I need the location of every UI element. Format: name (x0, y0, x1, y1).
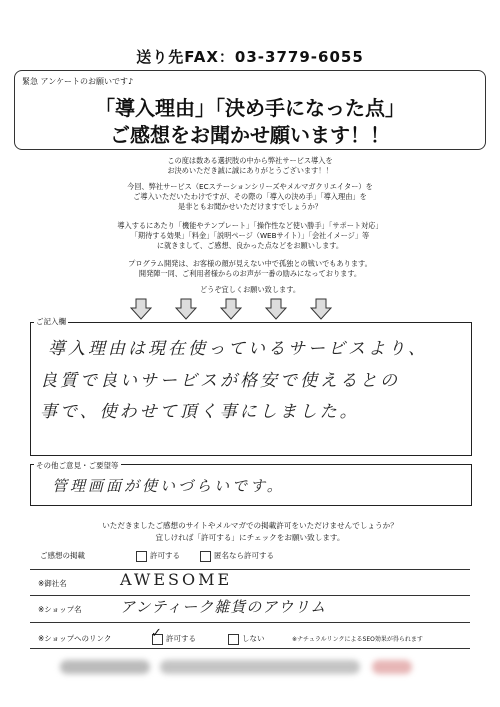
down-arrow-icon (130, 298, 152, 320)
intro-closing: どうぞ宜しくお願い致します。 (199, 285, 301, 294)
link-label: ※ショップへのリンク (38, 634, 112, 643)
urgent-label: 緊急 アンケートのお願いです♪ (22, 77, 134, 86)
handwritten-line-1: 導入理由は現在使っているサービスより、 (48, 339, 428, 359)
link-deny-checkbox[interactable] (228, 634, 239, 645)
down-arrow-icon (220, 298, 242, 320)
intro-paragraph-3: 導入するにあたり「機能やテンプレート」「操作性など使い勝手」「サポート対応」 「期待する効果」「料金」「説明ページ（WEBサイト）」「会社イメージ」等 に就きまして、ご感想、良かった点などをお願いします。 (117, 221, 383, 250)
intro-paragraph-2: 今回、弊社サービス（ECステーションシリーズやメルマガクリエイター）を ご導入いただいたわけですが、その際の「導入の決め手」「導入理由」を 是非ともお聞かせいただけますでしょうか？ (127, 182, 373, 211)
redacted-block (60, 660, 150, 674)
down-arrow-icon (265, 298, 287, 320)
title-line-2: ご感想をお聞かせ願います！！ (110, 123, 390, 147)
anon-checkbox[interactable] (200, 551, 211, 562)
link-deny-option[interactable]: しない (228, 633, 265, 645)
fax-number: 送り先FAX：03-3779-6055 (136, 48, 364, 66)
link-allow-option[interactable]: 許可する (152, 633, 196, 645)
posting-label: ご感想の掲載 (40, 551, 85, 560)
seo-note: ※ナチュラルリンクによるSEO効果が得られます (292, 636, 423, 643)
down-arrow-icon (310, 298, 332, 320)
title-line-1: 「導入理由」「決め手になった点」 (95, 96, 405, 120)
intro-paragraph-1: この度は数ある選択肢の中から弊社サービス導入を お決めいただき誠に誠にありがとうございます！！ (167, 156, 333, 175)
down-arrow-icon (175, 298, 197, 320)
divider (30, 648, 470, 649)
handwritten-other: 管理画面が使いづらいです。 (52, 477, 285, 495)
check-icon: ✓ (151, 626, 162, 641)
redacted-stamp (372, 660, 412, 674)
divider (30, 569, 470, 570)
shop-value[interactable]: アンティーク雑貨のアウリム (120, 598, 327, 616)
company-label: ※御社名 (38, 579, 67, 588)
other-label: その他ご意見・ご要望等 (36, 461, 119, 470)
handwritten-line-3: 事で、使わせて頂く事にしました。 (40, 402, 360, 422)
shop-label: ※ショップ名 (38, 605, 82, 614)
intro-paragraph-4: プログラム開発は、お客様の顔が見えない中で孤独との戦いでもあります。 開発陣一同、ご利用者様からのお声が一番の励みになっております。 (128, 259, 372, 278)
entry-label: ご記入欄 (36, 317, 66, 326)
posting-anon-option[interactable]: 匿名なら許可する (200, 550, 274, 562)
redacted-block (160, 660, 360, 674)
divider (30, 622, 470, 623)
permission-instruction: 宜しければ「許可する」にチェックをお願い致します。 (155, 533, 345, 542)
permission-question: いただきましたご感想のサイトやメルマガでの掲載許可をいただけませんでしょうか？ (102, 521, 398, 530)
allow-checkbox[interactable] (136, 551, 147, 562)
arrow-row (130, 298, 380, 320)
handwritten-line-2: 良質で良いサービスが格安で使えるとの (40, 371, 400, 391)
posting-allow-option[interactable]: 許可する (136, 550, 180, 562)
company-value[interactable]: AWESOME (120, 570, 233, 589)
